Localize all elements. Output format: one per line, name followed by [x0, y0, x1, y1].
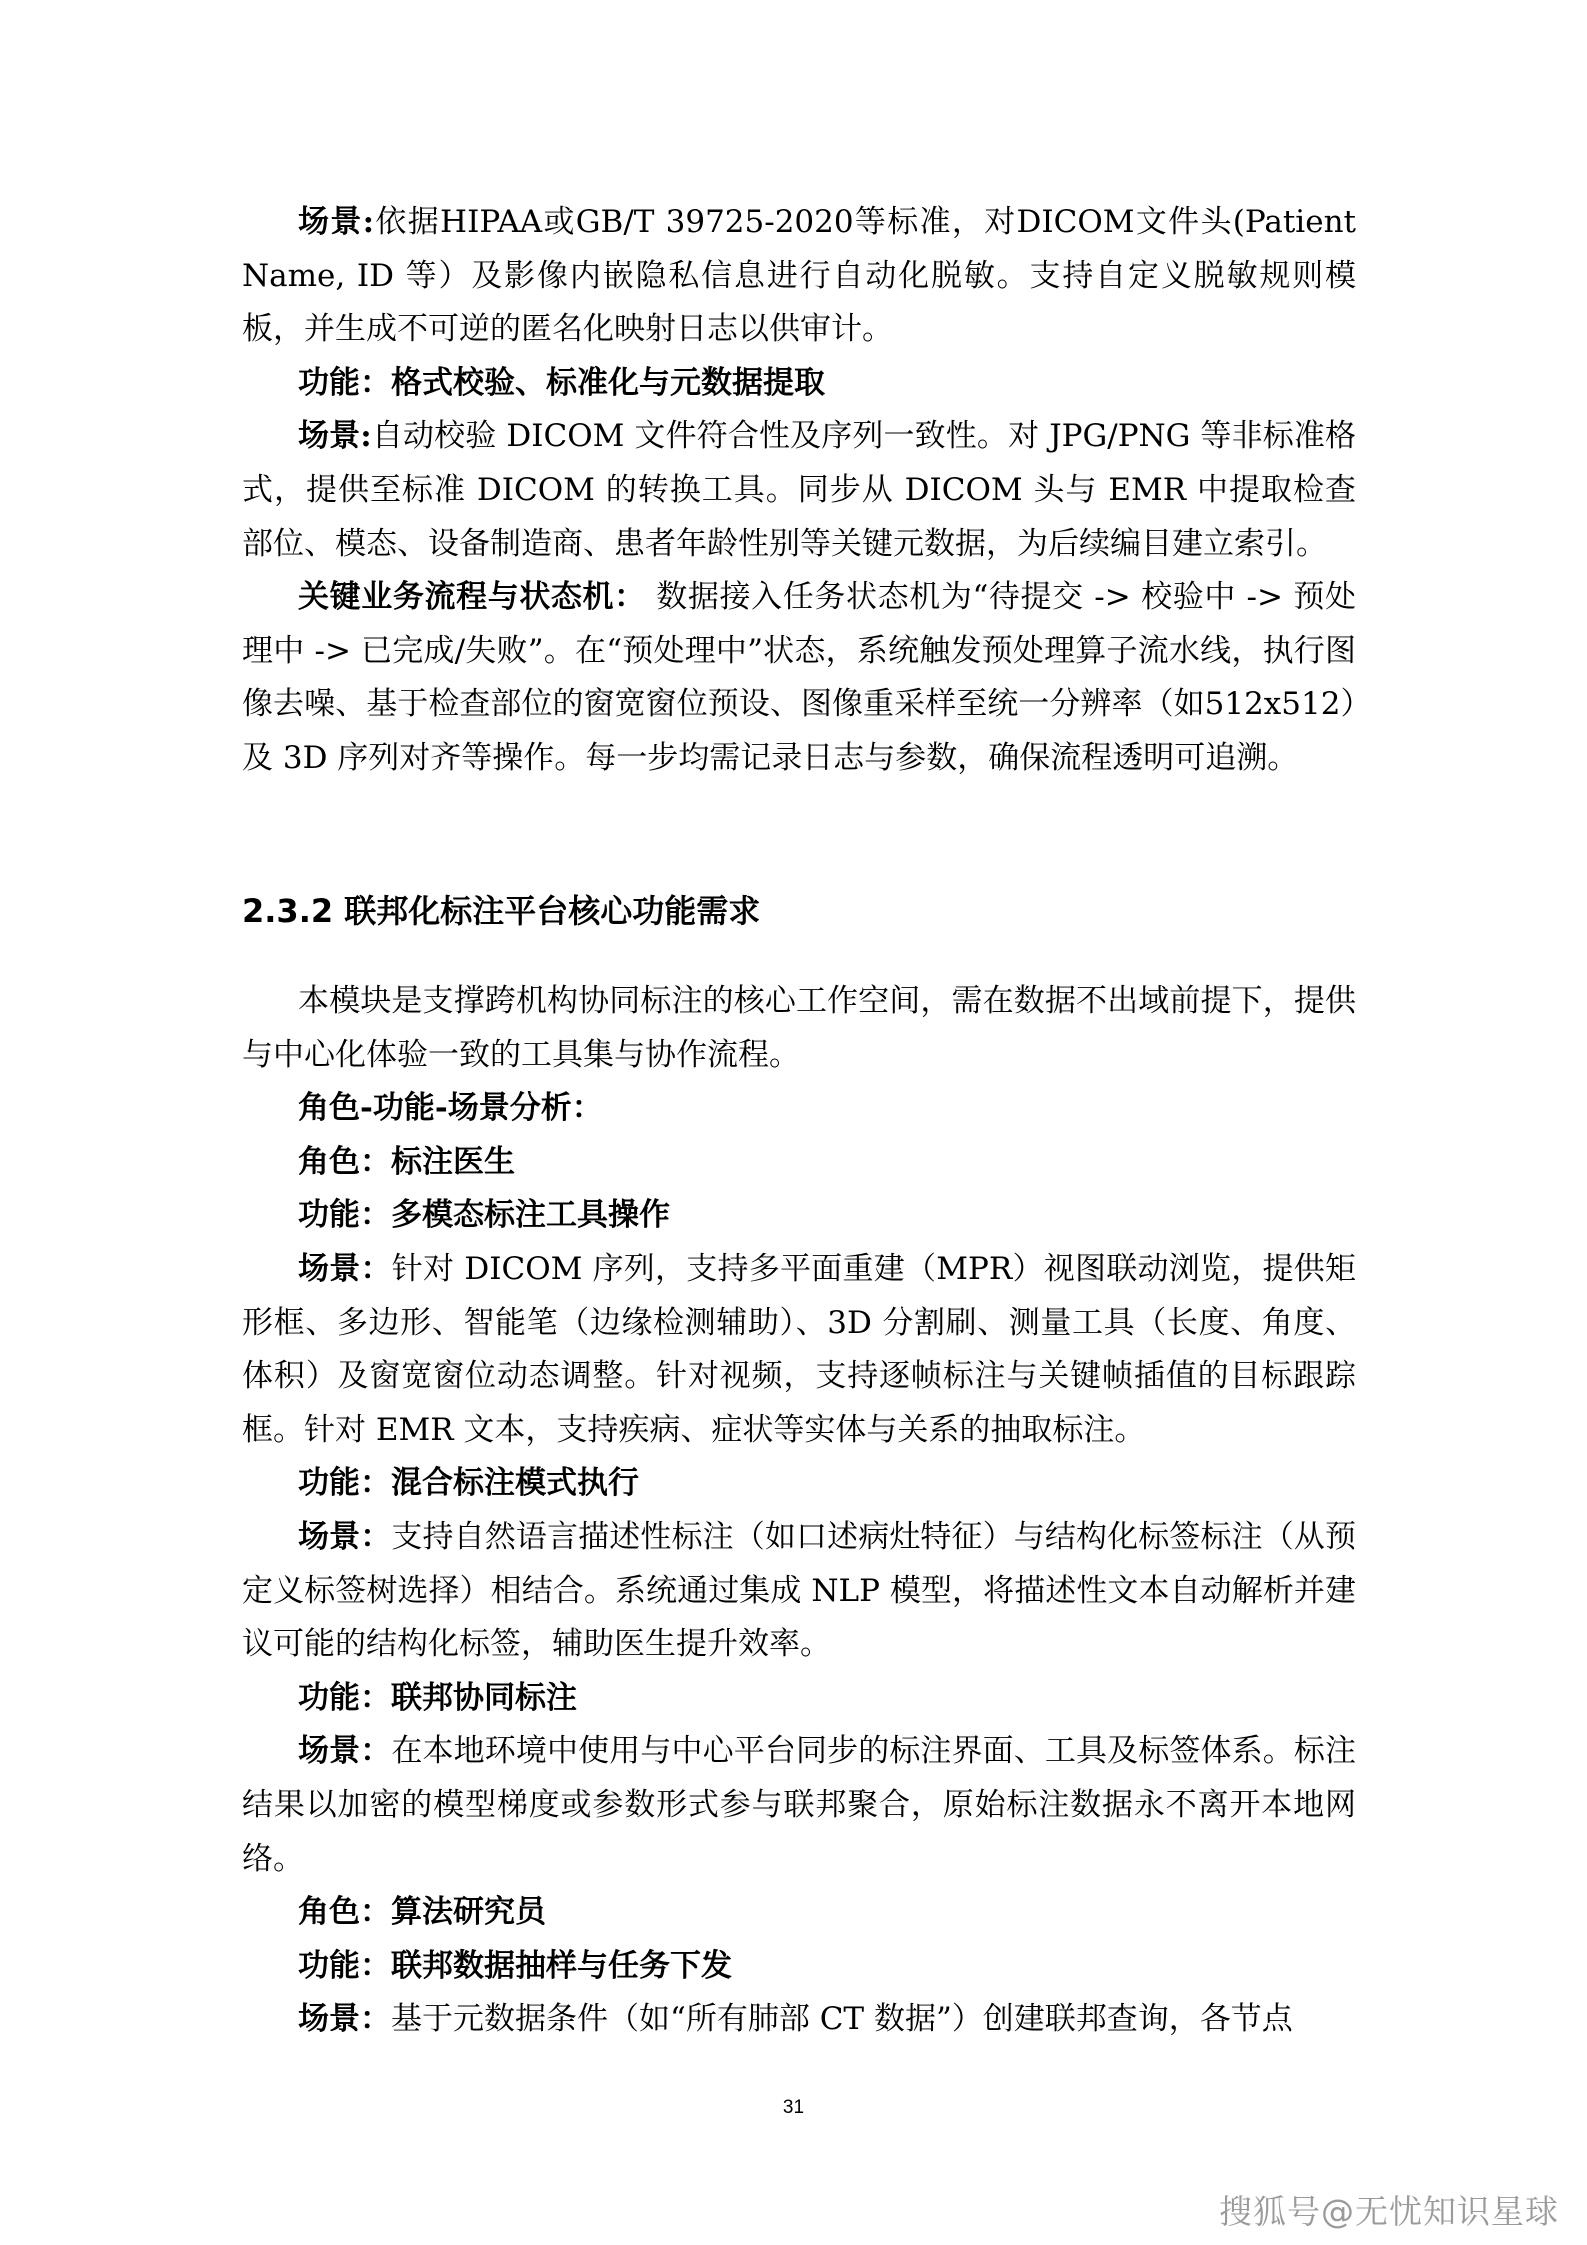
paragraph: 功能：联邦数据抽样与任务下发 — [298, 1947, 732, 1984]
paragraph: 关键业务流程与状态机： 数据接入任务状态机为“待提交 -> 校验中 -> 预处理中 -> 已完成/失败”。在“预处理中”状态，系统触发预处理算子流水线，执行图像去噪、基于检查部位的窗宽窗位预设、图像重采样至统一分辨率（如512x512）及 3D 序列对齐等操作。每一步均需记录日志与参数，确保流程透明可追溯。 — [242, 579, 1357, 776]
document-body — [242, 196, 1356, 786]
paragraph: 场景:依据HIPAA或GB/T 39725-2020等标准，对DICOM文件头(Patient Name, ID 等）及影像内嵌隐私信息进行自动化脱敏。支持自定义脱敏规则模板，并生成不可逆的匿名化映射日志以供审计。 — [242, 204, 1356, 348]
section-heading: 2.3.2 联邦化标注平台核心功能需求 — [242, 892, 761, 930]
watermark: 搜狐号@无忧知识星球 — [1219, 2192, 1559, 2231]
paragraph: 角色：标注医生 — [298, 1143, 515, 1180]
paragraph: 功能：格式校验、标准化与元数据提取 — [298, 364, 825, 401]
paragraph: 场景：针对 DICOM 序列，支持多平面重建（MPR）视图联动浏览，提供矩形框、多边形、智能笔（边缘检测辅助）、3D 分割刷、测量工具（长度、角度、体积）及窗宽窗位动态调整。针对视频，支持逐帧标注与关键帧插值的目标跟踪框。针对 EMR 文本，支持疾病、症状等实体与关系的抽取标注。 — [242, 1250, 1356, 1448]
paragraph: 功能：多模态标注工具操作 — [298, 1197, 670, 1234]
paragraph: 本模块是支撑跨机构协同标注的核心工作空间，需在数据不出域前提下，提供与中心化体验一致的工具集与协作流程。 — [242, 983, 1356, 1073]
section-body — [242, 975, 1356, 2047]
paragraph: 场景:自动校验 DICOM 文件符合性及序列一致性。对 JPG/PNG 等非标准格式，提供至标准 DICOM 的转换工具。同步从 DICOM 头与 EMR 中提取检查部位、模态、设备制造商、患者年龄性别等关键元数据，为后续编目建立索引。 — [242, 418, 1356, 562]
paragraph: 场景：支持自然语言描述性标注（如口述病灶特征）与结构化标签标注（从预定义标签树选择）相结合。系统通过集成 NLP 模型，将描述性文本自动解析并建议可能的结构化标签，辅助医生提升效率。 — [242, 1518, 1357, 1663]
paragraph: 角色：算法研究员 — [298, 1894, 546, 1931]
paragraph: 角色-功能-场景分析： — [298, 1090, 603, 1127]
page-number: 31 — [782, 2097, 805, 2118]
paragraph: 场景：基于元数据条件（如“所有肺部 CT 数据”）创建联邦查询，各节点 — [298, 2001, 1293, 2038]
paragraph: 功能：混合标注模式执行 — [298, 1465, 639, 1502]
paragraph: 场景：在本地环境中使用与中心平台同步的标注界面、工具及标签体系。标注结果以加密的模型梯度或参数形式参与联邦聚合，原始标注数据永不离开本地网络。 — [242, 1733, 1357, 1877]
paragraph: 功能：联邦协同标注 — [298, 1679, 577, 1716]
